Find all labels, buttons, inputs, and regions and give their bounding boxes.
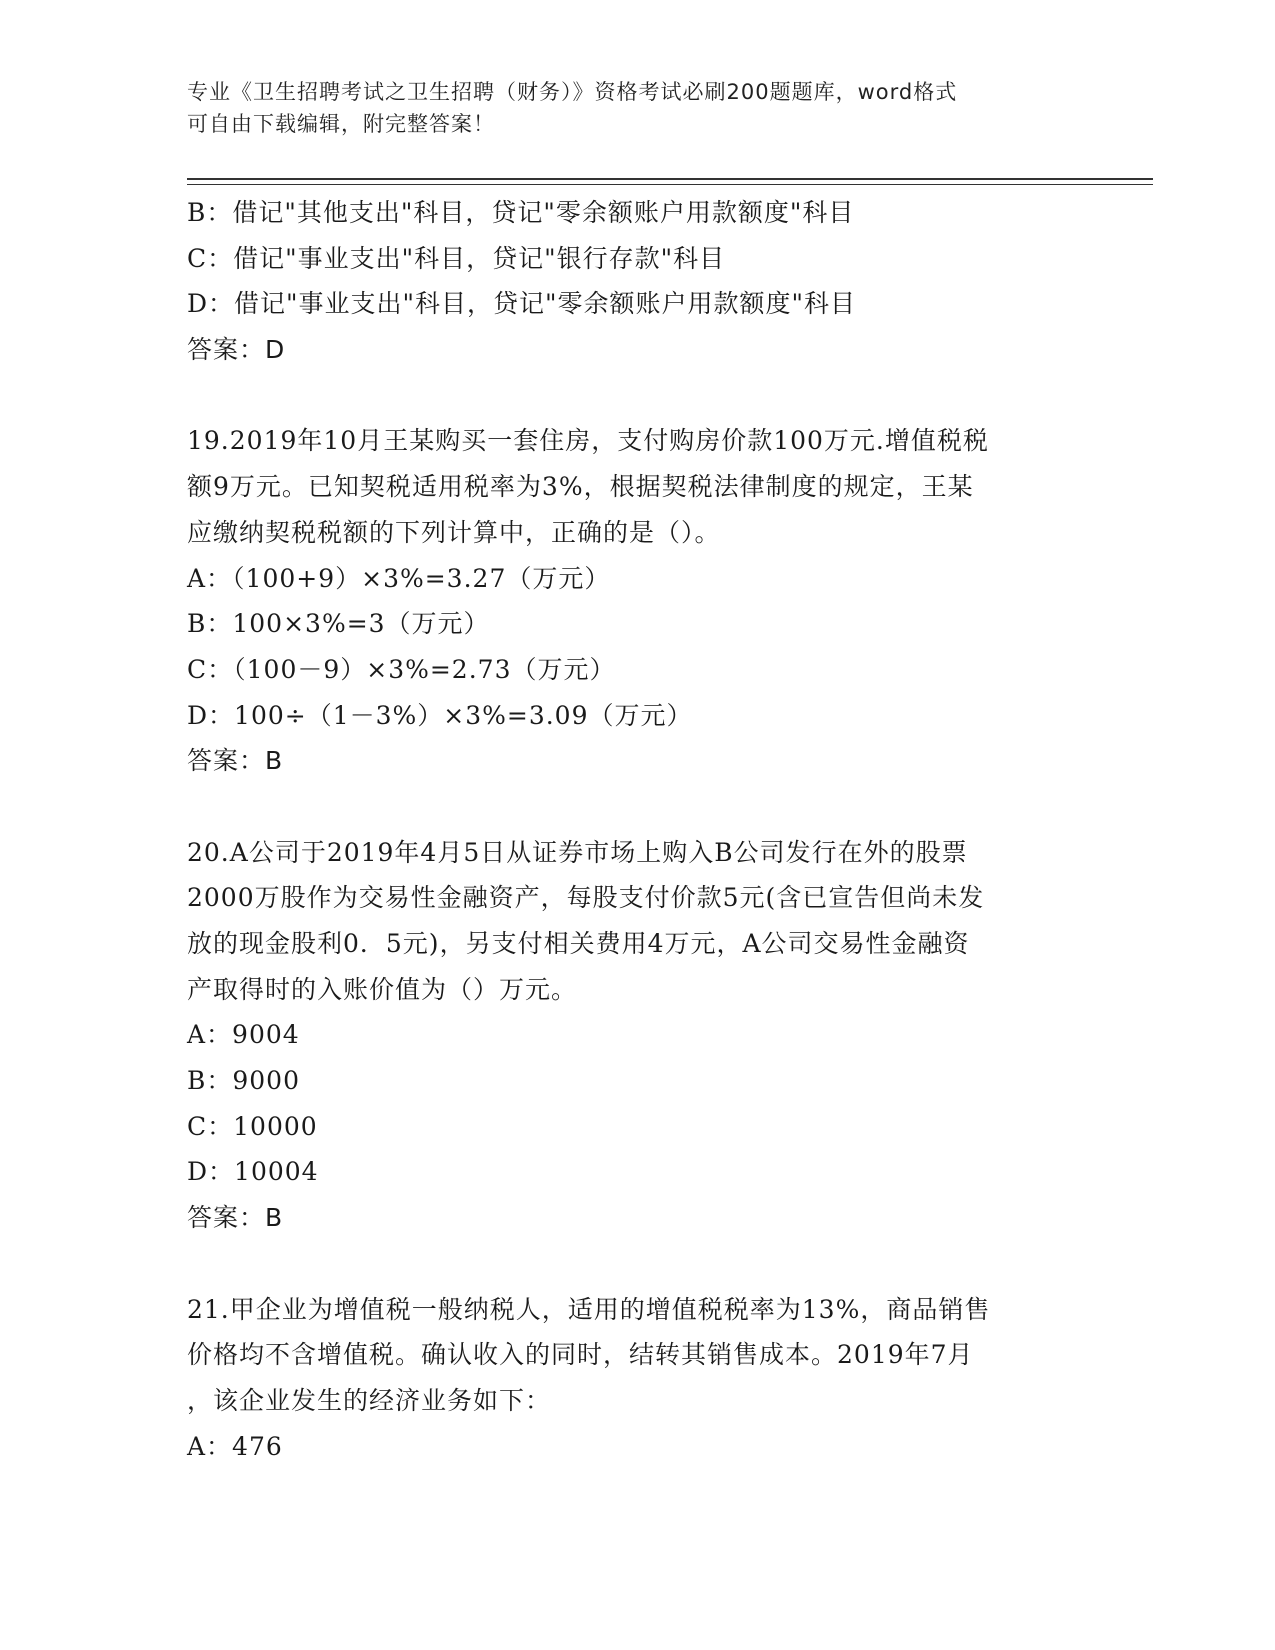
question-stem-line: 19.2019年10月王某购买一套住房，支付购房价款100万元.增值税税 [187, 426, 989, 456]
option-d: D：100÷（1－3%）×3%=3.09（万元） [187, 700, 693, 730]
question-stem-line: 放的现金股利0．5元)，另支付相关费用4万元，A公司交易性金融资 [187, 929, 970, 958]
option-d: D：10004 [187, 1157, 319, 1187]
option-c: C：借记"事业支出"科目，贷记"银行存款"科目 [187, 243, 726, 273]
question-stem-line: 21.甲企业为增值税一般纳税人，适用的增值税税率为13%，商品销售 [187, 1294, 991, 1324]
option-d: D：借记"事业支出"科目，贷记"零余额账户用款额度"科目 [187, 289, 857, 319]
question-stem-line: 2000万股作为交易性金融资产，每股支付价款5元(含已宣告但尚未发 [187, 883, 985, 913]
answer: 答案：D [187, 335, 286, 365]
option-b: B：借记"其他支出"科目，贷记"零余额账户用款额度"科目 [187, 198, 855, 227]
option-a: A：9004 [187, 1020, 300, 1050]
question-21 [187, 1287, 1087, 1470]
option-a: A：（100+9）×3%=3.27（万元） [187, 563, 611, 593]
answer: 答案：B [187, 1203, 284, 1233]
question-19 [187, 418, 1087, 784]
question-stem-line: 产取得时的入账价值为（）万元。 [187, 974, 578, 1004]
question-18 [187, 190, 1087, 373]
header-line-1: 专业《卫生招聘考试之卫生招聘（财务）》资格考试必刷200题题库，word格式 [187, 80, 958, 104]
header-divider-thin [187, 184, 1153, 185]
question-stem-line: ，该企业发生的经济业务如下： [187, 1385, 552, 1415]
document-header [187, 76, 1077, 140]
option-c: C：（100－9）×3%=2.73（万元） [187, 654, 616, 684]
question-stem-line: 20.A公司于2019年4月5日从证券市场上购入B公司发行在外的股票 [187, 837, 968, 867]
question-content [187, 190, 1087, 1469]
option-b: B：100×3%=3（万元） [187, 609, 490, 639]
option-b: B：9000 [187, 1066, 300, 1096]
option-a: A：476 [187, 1431, 283, 1461]
question-20 [187, 830, 1087, 1241]
question-stem-line: 价格均不含增值税。确认收入的同时，结转其销售成本。2019年7月 [187, 1340, 974, 1370]
header-line-2: 可自由下载编辑，附完整答案！ [187, 112, 495, 136]
answer: 答案：B [187, 746, 284, 776]
question-stem-line: 应缴纳契税税额的下列计算中，正确的是（）。 [187, 517, 721, 547]
option-c: C：10000 [187, 1111, 318, 1141]
question-stem-line: 额9万元。已知契税适用税率为3%，根据契税法律制度的规定，王某 [187, 472, 974, 502]
header-divider-thick [187, 178, 1153, 180]
